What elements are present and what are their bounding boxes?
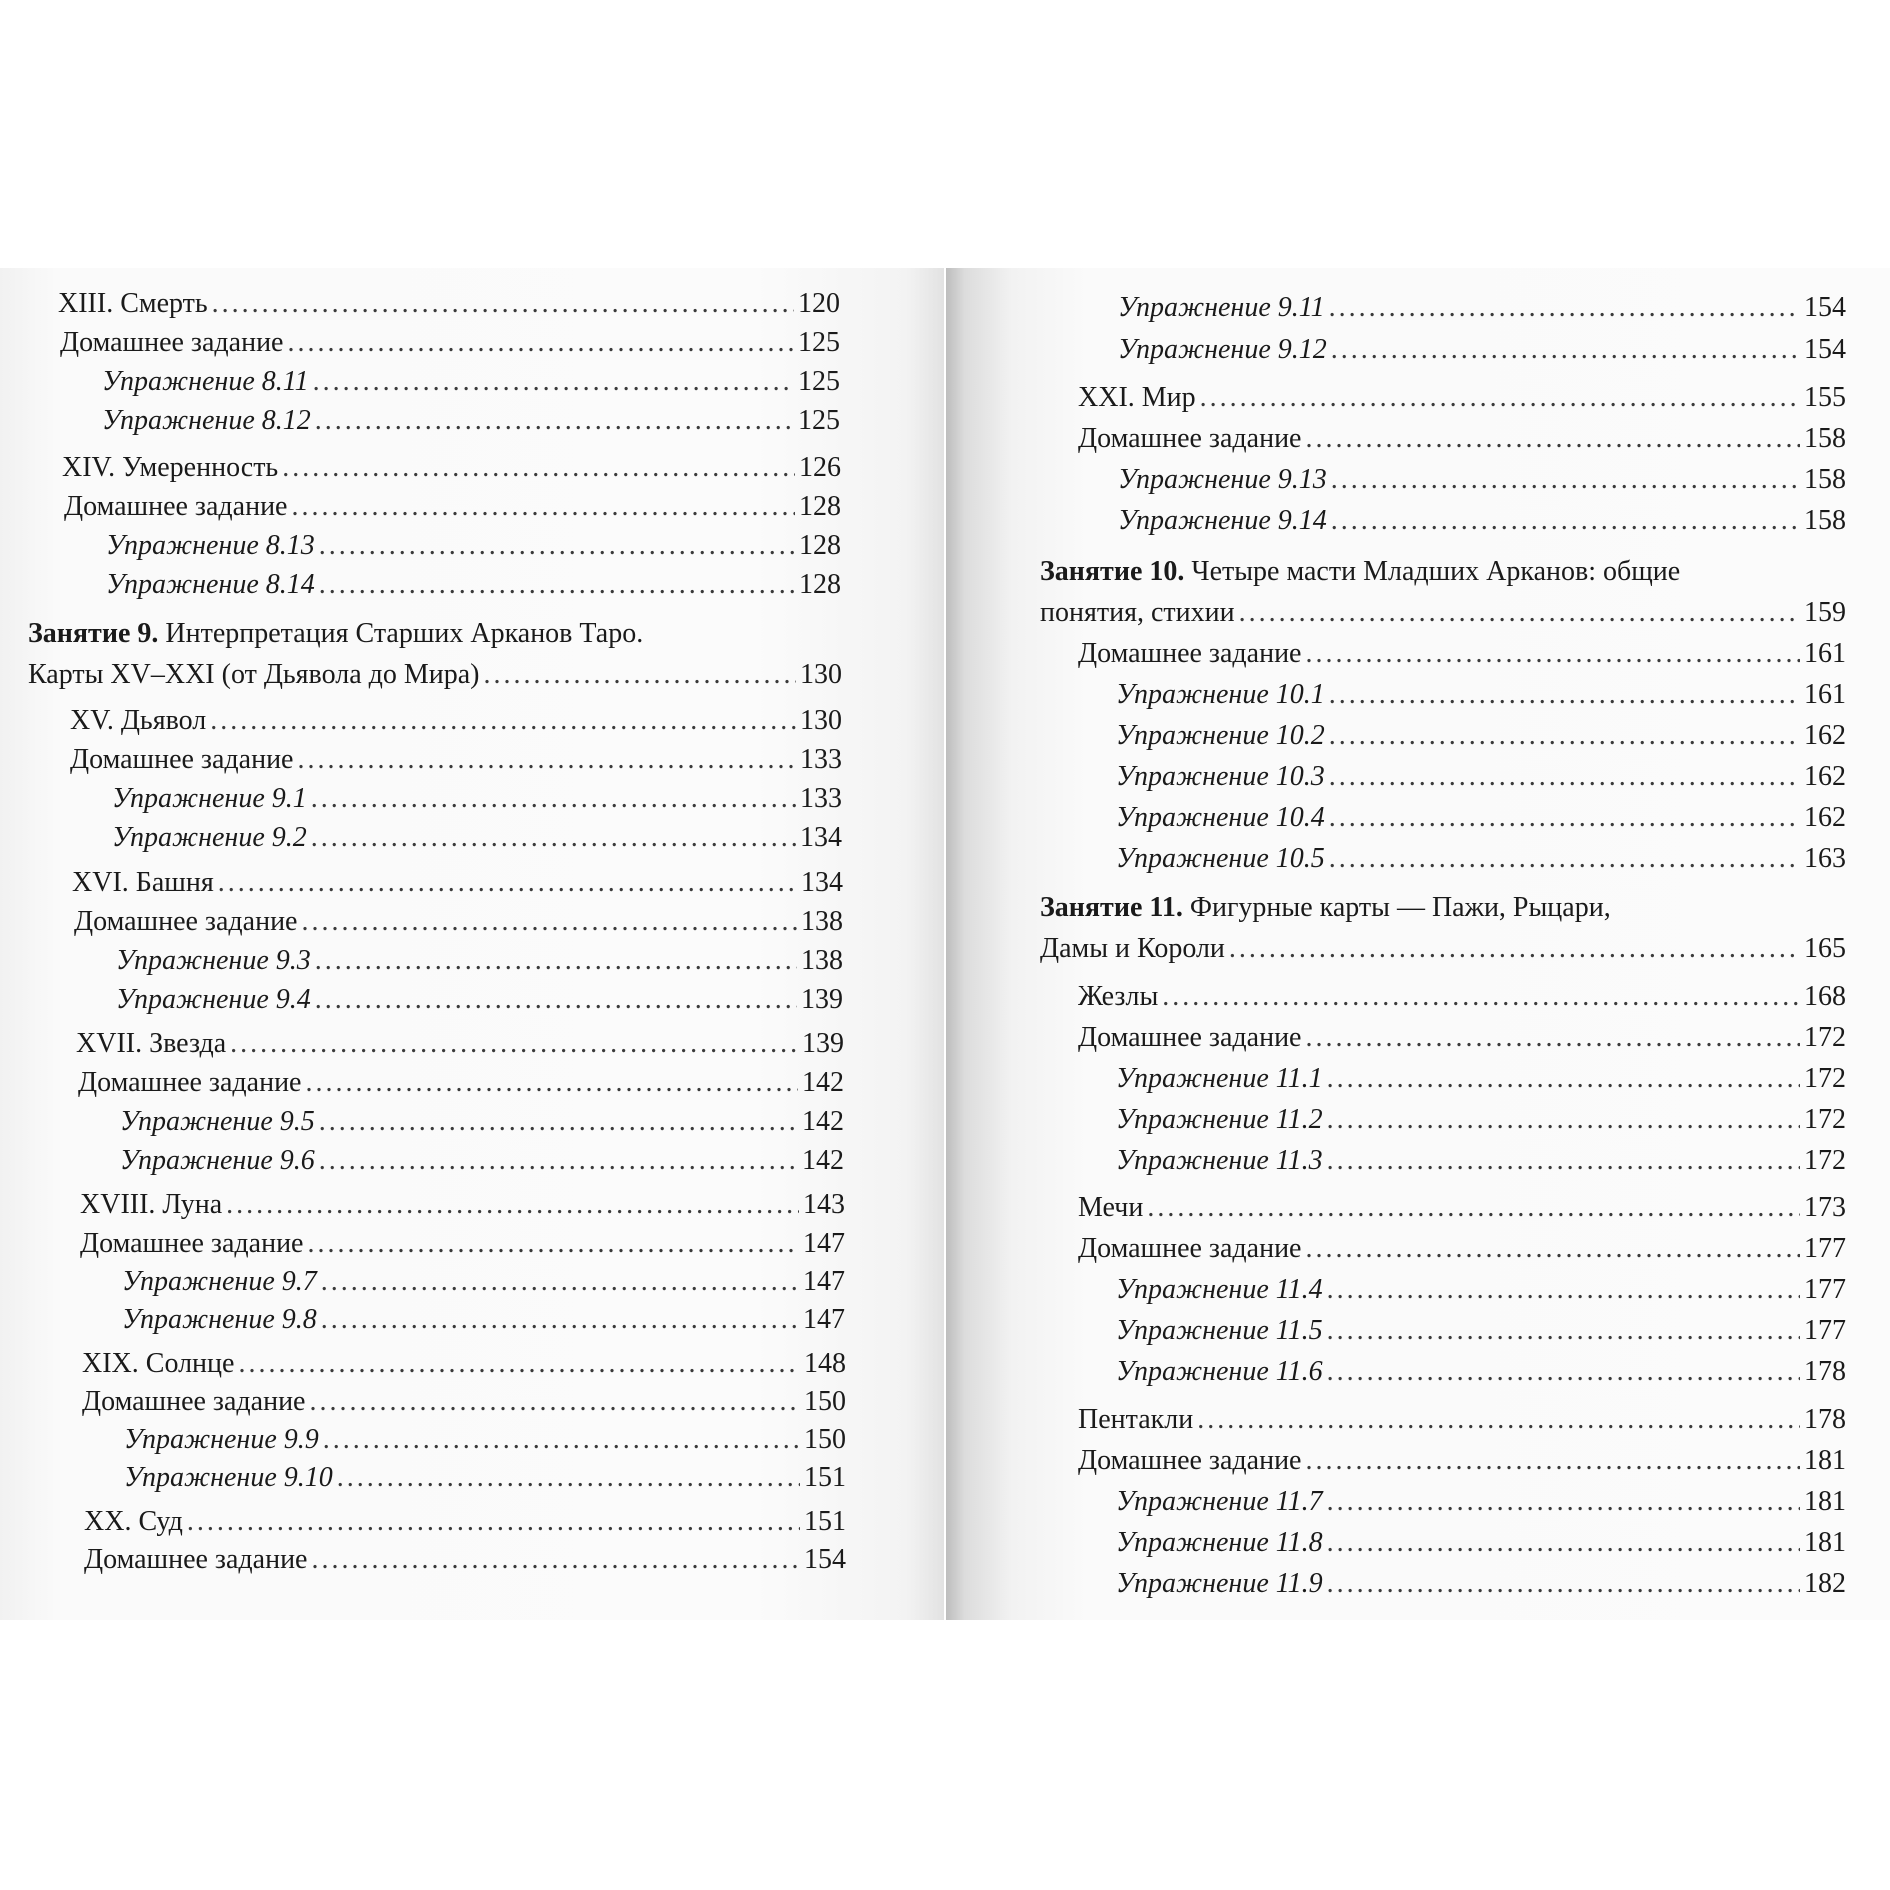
toc-entry-title: понятия, стихии (1040, 597, 1235, 628)
toc-entry-title: Упражнение 9.4 (116, 984, 311, 1015)
toc-entry-title: XXI. Мир (1078, 382, 1196, 413)
toc-entry-page: 126 (799, 452, 841, 483)
lesson-heading[interactable] (1040, 554, 1680, 590)
toc-entry[interactable] (106, 567, 841, 603)
toc-entry-title: Упражнение 11.3 (1116, 1145, 1323, 1176)
toc-entry-page: 173 (1804, 1192, 1846, 1223)
toc-entry[interactable] (102, 364, 840, 400)
toc-entry-page: 130 (800, 659, 842, 690)
toc-entry[interactable] (1116, 1102, 1846, 1138)
toc-entry-page: 138 (801, 945, 843, 976)
toc-entry-page: 154 (804, 1544, 846, 1575)
toc-entry-title: Домашнее задание (1078, 1445, 1302, 1476)
toc-entry[interactable] (116, 943, 843, 979)
leader-dots (315, 943, 797, 979)
leader-dots (1305, 636, 1800, 672)
toc-entry-title: Домашнее задание (1078, 638, 1302, 669)
toc-entry-title: Дамы и Короли (1040, 933, 1225, 964)
leader-dots (210, 703, 796, 739)
toc-entry-page: 161 (1804, 679, 1846, 710)
toc-entry-title: Упражнение 9.11 (1118, 292, 1325, 323)
toc-entry[interactable] (1078, 1190, 1846, 1226)
toc-entry[interactable] (1118, 462, 1846, 498)
toc-entry-page: 147 (803, 1304, 845, 1335)
toc-entry-page: 147 (803, 1228, 845, 1259)
toc-entry[interactable] (1040, 931, 1846, 967)
leader-dots (297, 742, 796, 778)
toc-entry[interactable] (1116, 1484, 1846, 1520)
toc-entry-title: XIII. Смерть (58, 288, 208, 319)
toc-entry-title: Домашнее задание (84, 1544, 308, 1575)
toc-entry-title: XIV. Умеренность (62, 452, 279, 483)
leader-dots (1329, 677, 1800, 713)
toc-entry-title: Домашнее задание (1078, 1022, 1302, 1053)
toc-entry[interactable] (1116, 841, 1846, 877)
toc-entry-title: XX. Суд (84, 1506, 183, 1537)
toc-entry[interactable] (1078, 1231, 1846, 1267)
leader-dots (1162, 979, 1800, 1015)
toc-entry-page: 178 (1804, 1356, 1846, 1387)
leader-dots (305, 1065, 798, 1101)
toc-entry-page: 158 (1804, 423, 1846, 454)
toc-entry[interactable] (1078, 636, 1846, 672)
leader-dots (1239, 595, 1800, 631)
leader-dots (1327, 1313, 1800, 1349)
toc-entry-title: Мечи (1078, 1192, 1144, 1223)
toc-entry-page: 138 (801, 906, 843, 937)
left-page (0, 268, 944, 1620)
toc-entry-page: 147 (803, 1266, 845, 1297)
leader-dots (311, 1542, 800, 1578)
leader-dots (1329, 290, 1800, 326)
toc-entry-page: 128 (799, 569, 841, 600)
toc-entry-title: Упражнение 9.14 (1118, 505, 1327, 536)
toc-entry[interactable] (82, 1346, 846, 1382)
toc-entry-page: 148 (804, 1348, 846, 1379)
toc-entry-title: Домашнее задание (70, 744, 294, 775)
toc-entry[interactable] (116, 982, 843, 1018)
toc-entry-page: 161 (1804, 638, 1846, 669)
lesson-label: Занятие 11. (1040, 892, 1183, 923)
toc-entry-title: Упражнение 8.14 (106, 569, 315, 600)
toc-entry[interactable] (1118, 290, 1846, 326)
toc-entry[interactable] (1118, 503, 1846, 539)
toc-entry-title: Упражнение 9.1 (112, 783, 307, 814)
toc-entry[interactable] (74, 904, 843, 940)
toc-entry[interactable] (1116, 1272, 1846, 1308)
toc-entry-page: 133 (800, 783, 842, 814)
toc-entry-page: 139 (801, 984, 843, 1015)
leader-dots (1329, 759, 1800, 795)
toc-entry[interactable] (102, 403, 840, 439)
leader-dots (287, 325, 794, 361)
toc-entry[interactable] (1078, 1020, 1846, 1056)
toc-entry-title: Упражнение 10.3 (1116, 761, 1325, 792)
toc-entry-page: 177 (1804, 1315, 1846, 1346)
leader-dots (1331, 503, 1800, 539)
leader-dots (238, 1346, 800, 1382)
toc-entry[interactable] (112, 781, 842, 817)
toc-entry-title: Упражнение 9.7 (122, 1266, 317, 1297)
toc-entry-page: 181 (1804, 1445, 1846, 1476)
toc-entry-page: 158 (1804, 464, 1846, 495)
lesson-label: Занятие 10. (1040, 556, 1185, 587)
toc-entry-title: Упражнение 9.13 (1118, 464, 1327, 495)
toc-entry-page: 120 (798, 288, 840, 319)
toc-entry-title: Упражнение 9.8 (122, 1304, 317, 1335)
toc-entry-page: 125 (798, 366, 840, 397)
leader-dots (319, 528, 795, 564)
toc-entry[interactable] (1116, 1566, 1846, 1602)
toc-entry-title: Упражнение 11.7 (1116, 1486, 1323, 1517)
leader-dots (315, 403, 794, 439)
toc-entry-title: Упражнение 9.6 (120, 1145, 315, 1176)
toc-entry[interactable] (1078, 380, 1846, 416)
leader-dots (1327, 1272, 1800, 1308)
toc-entry-title: Упражнение 11.9 (1116, 1568, 1323, 1599)
leader-dots (1327, 1102, 1800, 1138)
toc-entry-title: Упражнение 9.3 (116, 945, 311, 976)
toc-entry-page: 154 (1804, 334, 1846, 365)
toc-entry-page: 134 (800, 822, 842, 853)
toc-entry-page: 128 (799, 530, 841, 561)
toc-entry-title: Упражнение 11.5 (1116, 1315, 1323, 1346)
leader-dots (1197, 1402, 1800, 1438)
toc-entry[interactable] (1116, 677, 1846, 713)
toc-entry[interactable] (60, 325, 840, 361)
toc-entry-page: 139 (802, 1028, 844, 1059)
toc-entry[interactable] (76, 1026, 844, 1062)
leader-dots (323, 1422, 800, 1458)
toc-entry-page: 162 (1804, 802, 1846, 833)
toc-entry-title: Пентакли (1078, 1404, 1194, 1435)
toc-entry-title: Упражнение 9.9 (124, 1424, 319, 1455)
leader-dots (315, 982, 797, 1018)
leader-dots (1331, 332, 1800, 368)
toc-entry-page: 150 (804, 1386, 846, 1417)
lesson-heading[interactable] (1040, 890, 1611, 926)
toc-entry-page: 159 (1804, 597, 1846, 628)
leader-dots (484, 657, 797, 693)
toc-entry[interactable] (1118, 332, 1846, 368)
lesson-label: Занятие 9. (28, 618, 159, 649)
toc-entry-page: 181 (1804, 1527, 1846, 1558)
toc-entry-page: 158 (1804, 505, 1846, 536)
toc-entry-title: Карты XV–XXI (от Дьявола до Мира) (28, 659, 480, 690)
toc-entry[interactable] (1116, 1143, 1846, 1179)
leader-dots (187, 1504, 800, 1540)
lesson-title: Четыре масти Младших Арканов: общие (1184, 556, 1681, 587)
leader-dots (1305, 1020, 1800, 1056)
leader-dots (319, 1143, 798, 1179)
toc-entry-page: 151 (804, 1462, 846, 1493)
leader-dots (311, 781, 796, 817)
toc-entry-title: Упражнение 8.11 (102, 366, 309, 397)
toc-entry[interactable] (1078, 421, 1846, 457)
leader-dots (230, 1026, 798, 1062)
toc-entry-title: Упражнение 9.5 (120, 1106, 315, 1137)
toc-entry-page: 172 (1804, 1022, 1846, 1053)
toc-entry-title: Упражнение 11.6 (1116, 1356, 1323, 1387)
toc-entry-title: Упражнение 9.12 (1118, 334, 1327, 365)
toc-entry-page: 133 (800, 744, 842, 775)
leader-dots (1327, 1354, 1800, 1390)
toc-entry-page: 143 (803, 1189, 845, 1220)
toc-entry-title: Упражнение 11.2 (1116, 1104, 1323, 1135)
toc-entry[interactable] (1116, 1313, 1846, 1349)
leader-dots (226, 1187, 799, 1223)
toc-entry[interactable] (1040, 595, 1846, 631)
toc-entry[interactable] (72, 865, 843, 901)
toc-entry[interactable] (80, 1187, 845, 1223)
toc-entry[interactable] (78, 1065, 844, 1101)
toc-entry-title: Упражнение 9.2 (112, 822, 307, 853)
right-page (946, 268, 1890, 1620)
leader-dots (218, 865, 797, 901)
toc-entry-page: 142 (802, 1106, 844, 1137)
toc-entry-page: 130 (800, 705, 842, 736)
leader-dots (1229, 931, 1800, 967)
toc-entry-title: Домашнее задание (64, 491, 288, 522)
leader-dots (291, 489, 795, 525)
toc-entry-page: 125 (798, 405, 840, 436)
toc-entry-title: Домашнее задание (82, 1386, 306, 1417)
toc-entry[interactable] (120, 1104, 844, 1140)
toc-entry[interactable] (82, 1384, 846, 1420)
toc-entry-title: Домашнее задание (78, 1067, 302, 1098)
leader-dots (319, 567, 795, 603)
leader-dots (1327, 1143, 1800, 1179)
lesson-heading[interactable] (28, 616, 643, 652)
leader-dots (321, 1302, 799, 1338)
toc-entry-title: Упражнение 11.4 (1116, 1274, 1323, 1305)
toc-entry-title: Упражнение 11.1 (1116, 1063, 1323, 1094)
leader-dots (1327, 1525, 1800, 1561)
leader-dots (321, 1264, 799, 1300)
leader-dots (1327, 1061, 1800, 1097)
toc-entry-title: XVI. Башня (72, 867, 214, 898)
toc-entry[interactable] (70, 703, 842, 739)
toc-entry-title: Домашнее задание (74, 906, 298, 937)
leader-dots (282, 450, 795, 486)
toc-entry[interactable] (1116, 1354, 1846, 1390)
toc-entry[interactable] (106, 528, 841, 564)
toc-entry-page: 168 (1804, 981, 1846, 1012)
toc-entry-page: 182 (1804, 1568, 1846, 1599)
toc-entry[interactable] (120, 1143, 844, 1179)
toc-entry-page: 162 (1804, 720, 1846, 751)
leader-dots (319, 1104, 798, 1140)
toc-entry-page: 154 (1804, 292, 1846, 323)
toc-entry-title: Домашнее задание (1078, 1233, 1302, 1264)
toc-entry[interactable] (124, 1460, 846, 1496)
leader-dots (307, 1226, 799, 1262)
leader-dots (1305, 1443, 1800, 1479)
toc-entry-title: Домашнее задание (1078, 423, 1302, 454)
toc-entry-page: 125 (798, 327, 840, 358)
leader-dots (1200, 380, 1800, 416)
toc-entry-page: 177 (1804, 1233, 1846, 1264)
toc-entry-page: 178 (1804, 1404, 1846, 1435)
toc-entry-title: Упражнение 10.4 (1116, 802, 1325, 833)
toc-entry-title: Упражнение 8.13 (106, 530, 315, 561)
toc-entry-title: XIX. Солнце (82, 1348, 235, 1379)
toc-entry-page: 181 (1804, 1486, 1846, 1517)
toc-entry-page: 165 (1804, 933, 1846, 964)
toc-entry[interactable] (64, 489, 841, 525)
toc-entry[interactable] (28, 657, 842, 693)
toc-entry-page: 142 (802, 1067, 844, 1098)
toc-entry[interactable] (1116, 1525, 1846, 1561)
toc-entry[interactable] (84, 1542, 846, 1578)
toc-entry[interactable] (1078, 1443, 1846, 1479)
toc-entry-title: XVII. Звезда (76, 1028, 227, 1059)
toc-entry[interactable] (80, 1226, 845, 1262)
toc-entry[interactable] (122, 1302, 845, 1338)
toc-entry-page: 128 (799, 491, 841, 522)
leader-dots (1305, 421, 1800, 457)
toc-entry[interactable] (1078, 979, 1846, 1015)
toc-entry-title: Упражнение 9.10 (124, 1462, 333, 1493)
toc-entry-page: 142 (802, 1145, 844, 1176)
toc-entry-title: Упражнение 10.5 (1116, 843, 1325, 874)
toc-entry-page: 177 (1804, 1274, 1846, 1305)
toc-entry-title: Жезлы (1078, 981, 1159, 1012)
toc-entry-page: 172 (1804, 1063, 1846, 1094)
leader-dots (1327, 1484, 1800, 1520)
toc-entry-title: Упражнение 10.1 (1116, 679, 1325, 710)
toc-entry-page: 162 (1804, 761, 1846, 792)
toc-entry-page: 150 (804, 1424, 846, 1455)
toc-entry-title: Домашнее задание (60, 327, 284, 358)
leader-dots (1329, 841, 1800, 877)
toc-entry[interactable] (112, 820, 842, 856)
leader-dots (311, 820, 796, 856)
toc-entry[interactable] (1116, 800, 1846, 836)
leader-dots (1305, 1231, 1800, 1267)
toc-entry-page: 134 (801, 867, 843, 898)
toc-entry[interactable] (62, 450, 841, 486)
leader-dots (313, 364, 794, 400)
leader-dots (337, 1460, 800, 1496)
toc-entry[interactable] (1116, 718, 1846, 754)
toc-entry[interactable] (1078, 1402, 1846, 1438)
leader-dots (1329, 718, 1800, 754)
toc-entry-page: 151 (804, 1506, 846, 1537)
toc-entry-title: XVIII. Луна (80, 1189, 223, 1220)
lesson-title: Интерпретация Старших Арканов Таро. (158, 618, 644, 649)
toc-entry-title: Домашнее задание (80, 1228, 304, 1259)
toc-entry-page: 172 (1804, 1145, 1846, 1176)
toc-entry-page: 163 (1804, 843, 1846, 874)
toc-entry[interactable] (1116, 759, 1846, 795)
leader-dots (1327, 1566, 1800, 1602)
leader-dots (1329, 800, 1800, 836)
toc-entry[interactable] (58, 286, 840, 322)
leader-dots (212, 286, 794, 322)
toc-entry-page: 155 (1804, 382, 1846, 413)
toc-entry-page: 172 (1804, 1104, 1846, 1135)
leader-dots (301, 904, 797, 940)
leader-dots (309, 1384, 800, 1420)
toc-entry-title: Упражнение 10.2 (1116, 720, 1325, 751)
toc-entry[interactable] (122, 1264, 845, 1300)
lesson-title: Фигурные карты — Пажи, Рыцари, (1182, 892, 1611, 923)
toc-entry-title: Упражнение 11.8 (1116, 1527, 1323, 1558)
toc-entry-title: XV. Дьявол (70, 705, 207, 736)
toc-entry[interactable] (70, 742, 842, 778)
leader-dots (1331, 462, 1800, 498)
toc-entry-title: Упражнение 8.12 (102, 405, 311, 436)
leader-dots (1147, 1190, 1800, 1226)
toc-entry[interactable] (84, 1504, 846, 1540)
toc-entry[interactable] (124, 1422, 846, 1458)
toc-entry[interactable] (1116, 1061, 1846, 1097)
